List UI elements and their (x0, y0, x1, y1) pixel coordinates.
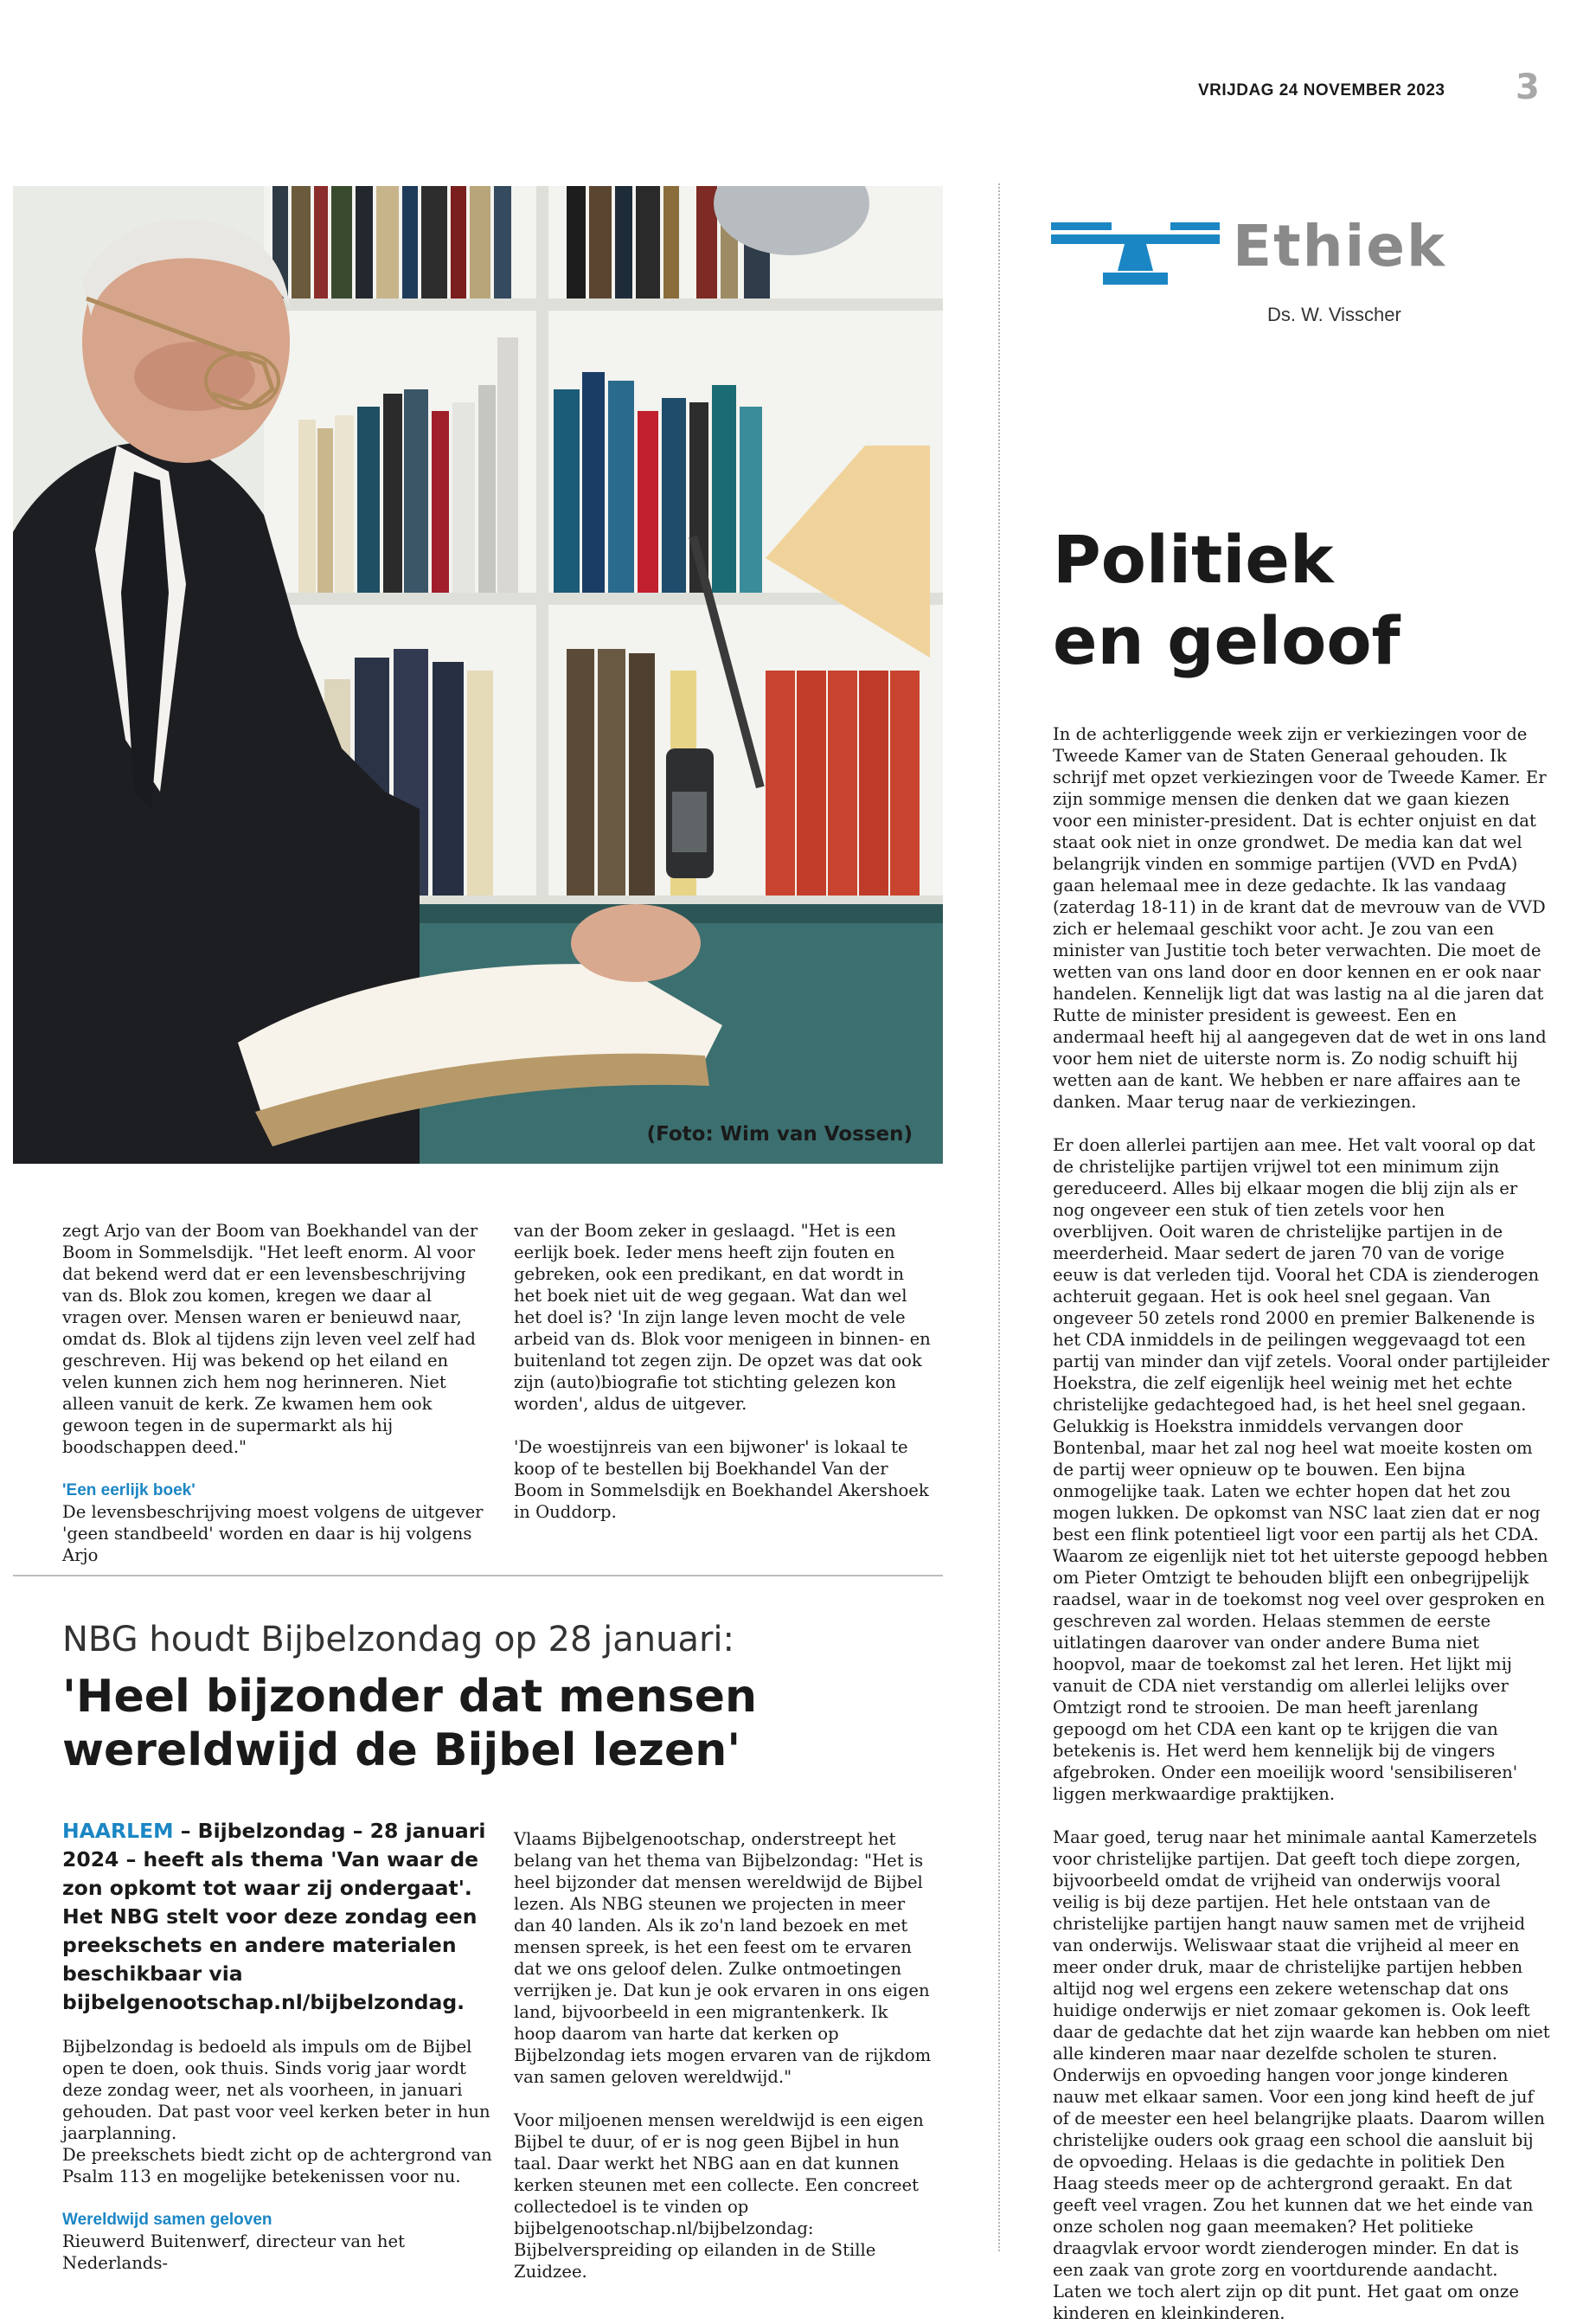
paragraph: van der Boom zeker in geslaagd. "Het is een eerlijk boek. Ieder mens heeft zijn fouten en gebreken, ook een predikant, en dat wordt in het boek niet uit de weg gegaan. Wat dan wel het doel is? 'In zijn lange leven mocht de vele arbeid van ds. Blok voor menigeen in binnen- en buitenland tot zegen zijn. De opzet was dat ook zijn (auto)biografie tot stichting gelezen kon worden', aldus de uitgever. (514, 1221, 931, 1414)
paragraph: De levensbeschrijving moest volgens de uitgever 'geen standbeeld' worden en daar is hij volgens Arjo (62, 1502, 484, 1565)
paragraph: Bijbelzondag is bedoeld als impuls om de Bijbel open te doen, ook thuis. Sinds vorig jaar wordt deze zondag weer, net als voorheen, in januari gehouden. Dat past voor veel kerken beter in hun jaarplanning. (62, 2037, 490, 2143)
title-line: Politiek (1053, 521, 1334, 598)
photo-credit: (Foto: Wim van Vossen) (646, 1123, 913, 1146)
nbg-kicker: NBG houdt Bijbelzondag op 28 januari: (62, 1620, 735, 1660)
nbg-headline: 'Heel bijzonder dat mensen wereldwijd de Bijbel lezen' (62, 1671, 758, 1776)
boek-article-col2 (514, 1220, 933, 1523)
lead-text: – Bijbelzondag – 28 januari 2024 – heeft als thema 'Van waar de zon opkomt tot waar zij ondergaat'. Het NBG stelt voor deze zondag een preekschets en andere materialen beschikbaar via bijbelgenootschap.nl/bijbelzondag. (62, 1819, 486, 2014)
ethiek-article-body (1053, 723, 1550, 2324)
header-date: VRIJDAG 24 NOVEMBER 2023 (1198, 81, 1445, 100)
hand (571, 904, 701, 982)
paragraph: Maar goed, terug naar het minimale aantal Kamerzetels voor christelijke partijen. Dat geeft toch diepe zorgen, bijvoorbeeld omdat de vrijheid van onderwijs vooral veilig is bij deze partijen. Het hele ontstaan van de christelijke partijen hangt nauw samen met de vrijheid van onderwijs. Weliswaar staat die vrijheid al meer en meer onder druk, maar de christelijke partijen hebben altijd nog wel ergens een zekere wetenschap dat ons huidige onderwijs er niet zomaar gekomen is. Ook leeft daar de gedachte dat het zijn waarde kan hebben om niet alle kinderen maar naar dezelfde scholen te sturen. Onderwijs en opvoeding hangen voor jonge kinderen nauw met elkaar samen. Voor een jong kind heeft de juf of de meester een heel belangrijke plaats. Daarom willen christelijke ouders ook graag een school die aansluit bij de opvoeding. Helaas is die gedachte in politiek Den Haag steeds meer op de achtergrond geraakt. En dat geeft veel vragen. Zou het kunnen dat we het einde van onze scholen nog gaan meemaken? Het politieke draagvlak ervoor wordt zienderogen minder. En dat is een zaak van grote zorg en voortdurende aandacht. Laten we toch alert zijn op dit punt. Het gaat om onze kinderen en kleinkinderen. (1053, 1827, 1550, 2323)
nbg-lead (62, 1817, 495, 2017)
article-title (1053, 519, 1537, 682)
paragraph: De preekschets biedt zicht op de achtergrond van Psalm 113 en mogelijke betekenissen voor nu. (62, 2145, 492, 2186)
paragraph: zegt Arjo van der Boom van Boekhandel van der Boom in Sommelsdijk. "Het leeft enorm. Al voor dat bekend werd dat er een levensbeschrijving van ds. Blok zou komen, kregen we daar al vragen over. Mensen waren er benieuwd naar, omdat ds. Blok al tijdens zijn leven veel zelf had geschreven. Hij was bekend op het eiland en velen kunnen zich hem nog herinneren. Niet alleen vanuit de kerk. Ze kwamen hem ook gewoon tegen in de supermarkt als hij boodschappen deed." (62, 1221, 478, 1457)
paragraph: Rieuwerd Buitenwerf, directeur van het Nederlands- (62, 2231, 405, 2273)
article-photo (13, 186, 943, 1164)
boek-article-col1 (62, 1220, 495, 1566)
scales-icon (1051, 210, 1220, 292)
nbg-article-col2 (514, 1828, 933, 2282)
nbg-article-col1 (62, 2036, 495, 2274)
page-number: 3 (1516, 67, 1540, 107)
column-divider (998, 183, 1000, 2251)
paragraph: Er doen allerlei partijen aan mee. Het valt vooral op dat de christelijke partijen vrijwel tot een minimum zijn gereduceerd. Alles bij elkaar mogen die blij zijn als er nog ongeveer een stuk of tien zetels voor hen overblijven. Ooit waren de christelijke partijen in de meerderheid. Maar sedert de jaren 70 van de vorige eeuw is dat verleden tijd. Vooral het CDA is zienderogen achteruit gegaan. Het is ook heel snel gegaan. Van ongeveer 50 zetels rond 2000 en premier Balkenende is het CDA inmiddels in de peilingen weggevaagd tot een partij van minder dan vijf zetels. Vooral onder partijleider Hoekstra, die zelf eigenlijk heel weinig met het echte christelijke gedachtegoed had, is het heel snel gegaan. Gelukkig is Hoekstra inmiddels vervangen door Bontenbal, maar het zal nog heel wat moeite kosten om de partij weer opnieuw op te bouwen. Een bijna onmogelijke taak. Laten we echter hopen dat het zou mogen lukken. De opkomst van NSC laat zien dat er nog best een flink potentieel ligt voor een partij als het CDA. Waarom ze eigenlijk niet tot het uiterste gepoogd hebben om Pieter Omtzigt te behouden blijft een onbegrijpelijk raadsel, waar in de toekomst nog veel over gesproken en geschreven zal worden. Helaas stemmen de eerste uitlatingen daarover van onder andere Buma niet hoopvol, maar de toekomst zal het leren. Het lijkt mij vanuit de CDA niet verstandig om allerlei lelijks over Omtzigt rond te strooien. De man heeft jarenlang gepoogd om het CDA een kant op te krijgen die van betekenis is. Het werd hem kennelijk bij de vingers afgebroken. Onder een moeilijk woord 'sensibiliseren' liggen merkwaardige praktijken. (1053, 1135, 1550, 1804)
paragraph: Voor miljoenen mensen wereldwijd is een eigen Bijbel te duur, of er is nog geen Bijbel in hun taal. Daar werkt het NBG aan en dat kunnen kerken steunen met een collecte. Een concreet collectedoel is te vinden op bijbelgenootschap.nl/bijbelzondag: Bijbelverspreiding op eilanden in de Stille Zuidzee. (514, 2110, 924, 2282)
subheading: Wereldwijd samen geloven (62, 2211, 272, 2229)
section-title: Ethiek (1233, 213, 1446, 279)
paragraph: In de achterliggende week zijn er verkiezingen voor de Tweede Kamer van de Staten Generaal gehouden. Ik schrijf met opzet verkiezingen voor de Tweede Kamer. Er zijn sommige mensen die denken dat we gaan kiezen voor een minister-president. Dat is echter onjuist en dat staat ook niet in onze grondwet. De media kan dat wel belangrijk vinden en sommige partijen (VVD en PvdA) gaan helemaal mee in deze gedachte. Ik las vandaag (zaterdag 18-11) in de krant dat de mevrouw van de VVD zich er helemaal geschikt voor acht. Je zou van een minister van Justitie toch beter verwachten. Die moet de wetten van ons land door en door kennen en er ook naar handelen. Kennelijk ligt dat was lastig na al die jaren dat Rutte de minister president is geweest. Een en andermaal heeft hij al aangegeven dat de wet in ons land voor hem niet de uiterste norm is. Zo nodig schuift hij wetten aan de kant. We hebben er nare affaires aan te danken. Maar terug naar de verkiezingen. (1053, 724, 1547, 1112)
dateline: HAARLEM (62, 1819, 174, 1843)
title-line: en geloof (1053, 602, 1401, 679)
paragraph: Vlaams Bijbelgenootschap, onderstreept het belang van het thema van Bijbelzondag: "Het is heel bijzonder dat mensen wereldwijd de Bijbel lezen. Als NBG steunen we projecten in meer dan 40 landen. Als ik zo'n land bezoek en met mensen spreek, is het een feest om te ervaren dat we ons geloof delen. Zulke ontmoetingen verrijken je. Dat kun je ook ervaren in ons eigen land, bijvoorbeeld in een migrantenkerk. Ik hoop daarom van harte dat kerken op Bijbelzondag iets mogen ervaren van de rijkdom van samen geloven wereldwijd." (514, 1829, 932, 2087)
subheading: 'Een eerlijk boek' (62, 1481, 195, 1499)
paragraph: 'De woestijnreis van een bijwoner' is lokaal te koop of te bestellen bij Boekhandel Van der Boom in Sommelsdijk en Boekhandel Akershoek in Ouddorp. (514, 1437, 929, 1522)
author: Ds. W. Visscher (1267, 304, 1401, 325)
photo-illustration (13, 186, 943, 1164)
section-divider (13, 1575, 943, 1576)
